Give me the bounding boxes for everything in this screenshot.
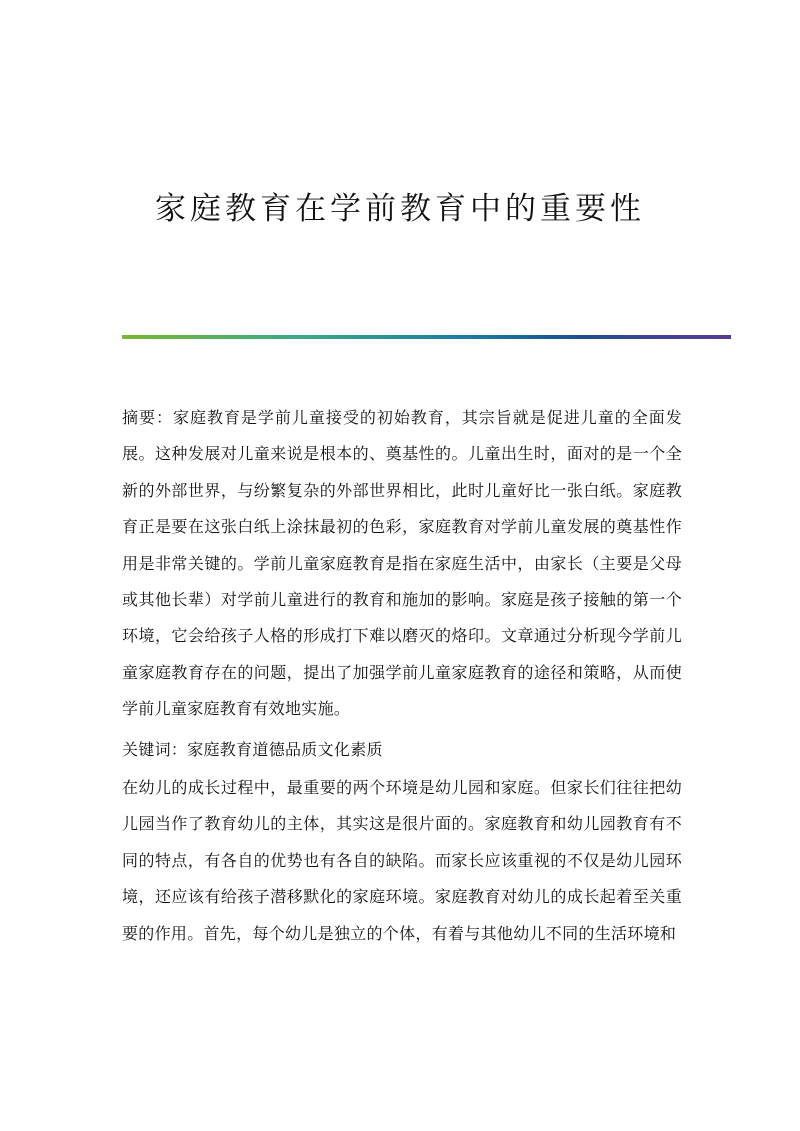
abstract-paragraph: 摘要：家庭教育是学前儿童接受的初始教育，其宗旨就是促进儿童的全面发展。这种发展对儿童来说是根本的、奠基性的。儿童出生时，面对的是一个全新的外部世界，与纷繁复杂的外部世界相比，此时儿童好比一张白纸。家庭教育正是要在这张白纸上涂抹最初的色彩，家庭教育对学前儿童发展的奠基性作用是非常关键的。学前儿童家庭教育是指在家庭生活中，由家长（主要是父母或其他长辈）对学前儿童进行的教育和施加的影响。家庭是孩子接触的第一个环境，它会给孩子人格的形成打下难以磨灭的烙印。文章通过分析现今学前儿童家庭教育存在的问题，提出了加强学前儿童家庭教育的途径和策略，从而使学前儿童家庭教育有效地实施。 xyxy=(122,408,682,719)
document-title: 家庭教育在学前教育中的重要性 xyxy=(155,191,645,227)
body-paragraph: 在幼儿的成长过程中，最重要的两个环境是幼儿园和家庭。但家长们往往把幼儿园当作了教育幼儿的主体，其实这是很片面的。家庭教育和幼儿园教育有不同的特点，有各自的优势也有各自的缺陷。而家长应该重视的不仅是幼儿园环境，还应该有给孩子潜移默化的家庭环境。家庭教育对幼儿的成长起着至关重要的作用。首先，每个幼儿是独立的个体，有着与其他幼儿不同的生活环境和 xyxy=(122,778,682,943)
gradient-divider xyxy=(122,335,731,339)
document-body xyxy=(122,400,682,952)
keywords-line: 关键词：家庭教育道德品质文化素质 xyxy=(122,739,383,759)
